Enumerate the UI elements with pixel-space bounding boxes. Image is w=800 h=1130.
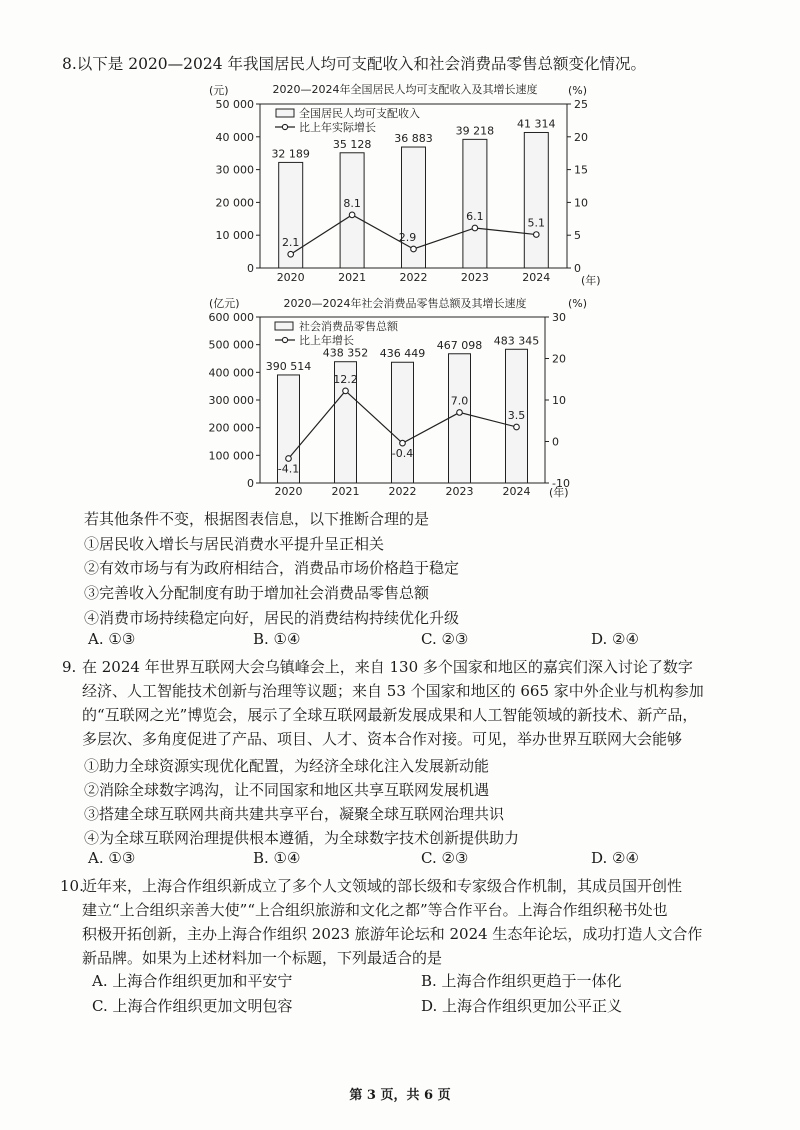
- bar-value-label: 32 189: [271, 147, 310, 161]
- bar-value-label: 39 218: [455, 124, 495, 138]
- q8-stem: [62, 52, 646, 74]
- growth-point-2022: [411, 246, 417, 252]
- right-tick-label: 10: [552, 394, 566, 407]
- q9-number: 9.: [62, 658, 77, 676]
- growth-point-2024: [514, 424, 520, 430]
- x-tick-label: 2020: [276, 271, 305, 284]
- right-tick-label: 20: [552, 352, 566, 366]
- q10-line-4: 新品牌。如果为上述材料加一个标题，下列最适合的是: [82, 949, 443, 967]
- growth-point-2022: [400, 440, 406, 446]
- bar-value-label: 390 514: [265, 359, 312, 373]
- legend-bar-label: 全国居民人均可支配收入: [299, 107, 420, 120]
- left-tick-label: 50 000: [215, 98, 254, 111]
- growth-value-label: -0.4: [391, 447, 414, 461]
- growth-value-label: 8.1: [343, 196, 361, 210]
- growth-value-label: 12.2: [333, 372, 358, 386]
- growth-value-label: 6.1: [466, 209, 484, 223]
- retail-chart: [205, 295, 625, 500]
- right-tick-label: 30: [552, 311, 566, 324]
- left-tick-label: 400 000: [208, 366, 254, 380]
- q10-option-c[interactable]: C. 上海合作组织更加文明包容: [92, 997, 293, 1015]
- x-tick-label: 2024: [502, 485, 531, 498]
- right-tick-label: 10: [574, 196, 588, 210]
- growth-point-2023: [472, 225, 478, 231]
- legend-bar-swatch: [275, 322, 293, 330]
- right-axis-unit: (%): [568, 297, 588, 310]
- bar-value-label: 438 352: [322, 346, 369, 360]
- q9-option-b[interactable]: B. ①④: [253, 849, 301, 867]
- q8-statement-2: ②有效市场与有为政府相结合，消费品市场价格趋于稳定: [84, 559, 460, 577]
- q9-option-c[interactable]: C. ②③: [421, 849, 469, 867]
- x-tick-label: 2020: [274, 485, 303, 498]
- left-axis-unit: (元): [209, 84, 229, 97]
- income-chart: [205, 80, 625, 290]
- right-tick-label: 15: [574, 163, 588, 177]
- q10-option-d[interactable]: D. 上海合作组织更加公平正义: [421, 997, 623, 1015]
- right-axis-unit: (%): [568, 84, 588, 97]
- right-tick-label: 5: [574, 229, 581, 243]
- q8-statement-4: ④消费市场持续稳定向好，居民的消费结构持续优化升级: [84, 609, 460, 627]
- growth-value-label: 3.5: [507, 408, 526, 422]
- q8-option-d[interactable]: D. ②④: [591, 630, 639, 648]
- x-tick-label: 2022: [399, 271, 428, 284]
- q8-option-c[interactable]: C. ②③: [421, 630, 469, 648]
- q8-number: 8.: [62, 55, 77, 73]
- bar-value-label: 436 449: [379, 347, 426, 361]
- q9-statement-2: ②消除全球数字鸿沟，让不同国家和地区共享互联网发展机遇: [84, 781, 490, 799]
- q10-line-2: 建立“上合组织亲善大使”“上合组织旅游和文化之都”等合作平台。上海合作组织秘书处也: [82, 901, 668, 919]
- legend-line-marker: [282, 337, 287, 342]
- x-tick-label: 2023: [445, 485, 474, 498]
- q8-statement-1: ①居民收入增长与居民消费水平提升呈正相关: [84, 535, 385, 553]
- left-tick-label: 0: [247, 262, 254, 275]
- q9-statement-3: ③搭建全球互联网共商共建共享平台，凝聚全球互联网治理共识: [84, 805, 505, 823]
- q8-stem-text: 以下是 2020—2024 年我国居民人均可支配收入和社会消费品零售总额变化情况。: [76, 55, 647, 73]
- growth-point-2020: [286, 456, 292, 462]
- x-tick-label: 2021: [338, 271, 367, 284]
- q10-option-a[interactable]: A. 上海合作组织更加和平安宁: [92, 972, 293, 990]
- q8-option-a[interactable]: A. ①③: [88, 630, 136, 648]
- growth-value-label: 5.1: [527, 216, 546, 230]
- growth-point-2021: [349, 212, 355, 218]
- q10-number: 10.: [60, 877, 84, 895]
- q9-passage: [82, 655, 732, 751]
- q9-line-3: 的“互联网之光”博览会，展示了全球互联网最新发展成果和人工智能领域的新技术、新产品，: [82, 706, 698, 724]
- q10-passage: [82, 874, 732, 970]
- right-tick-label: 20: [574, 130, 588, 144]
- bar-2024: [524, 132, 548, 268]
- q9-option-a[interactable]: A. ①③: [88, 849, 136, 867]
- q10-line-3: 积极开拓创新，主办上海合作组织 2023 旅游年论坛和 2024 生态年论坛，成功打造人文合作: [82, 925, 703, 943]
- chart-title: 2020—2024年全国居民人均可支配收入及其增长速度: [272, 83, 538, 96]
- legend-line-marker: [282, 124, 287, 129]
- left-tick-label: 500 000: [208, 338, 254, 352]
- bar-2023: [463, 139, 487, 268]
- left-tick-label: 100 000: [208, 449, 254, 463]
- q9-line-4: 多层次、多角度促进了产品、项目、人才、资本合作对接。可见，举办世界互联网大会能够: [82, 730, 683, 748]
- growth-value-label: -4.1: [277, 462, 300, 476]
- page-footer: 第 3 页，共 6 页: [349, 1088, 451, 1103]
- growth-point-2024: [534, 232, 540, 238]
- bar-2023: [449, 354, 471, 483]
- x-axis-unit: (年): [581, 274, 601, 287]
- right-tick-label: 25: [574, 98, 588, 111]
- x-tick-label: 2024: [522, 271, 551, 284]
- right-tick-label: 0: [552, 435, 559, 449]
- left-tick-label: 200 000: [208, 421, 254, 435]
- growth-point-2023: [457, 410, 463, 416]
- q8-statement-3: ③完善收入分配制度有助于增加社会消费品零售总额: [84, 584, 430, 602]
- left-tick-label: 20 000: [215, 196, 254, 210]
- left-tick-label: 300 000: [208, 394, 254, 407]
- bar-value-label: 36 883: [394, 132, 433, 146]
- left-tick-label: 0: [247, 477, 254, 490]
- bar-2022: [392, 362, 414, 483]
- q8-option-b[interactable]: B. ①④: [253, 630, 301, 648]
- q9-line-1: 在 2024 年世界互联网大会乌镇峰会上，来自 130 多个国家和地区的嘉宾们深入讨论了数字: [82, 658, 693, 676]
- q9-statement-4: ④为全球互联网治理提供根本遵循，为全球数字技术创新提供助力: [84, 829, 520, 847]
- x-axis-unit: (年): [549, 486, 569, 499]
- bar-value-label: 35 128: [332, 137, 372, 151]
- q10-option-b[interactable]: B. 上海合作组织更趋于一体化: [421, 972, 622, 990]
- bar-value-label: 41 314: [517, 117, 556, 131]
- left-tick-label: 30 000: [215, 163, 254, 177]
- bar-value-label: 467 098: [436, 338, 483, 352]
- growth-point-2020: [288, 251, 294, 257]
- q8-question: 若其他条件不变，根据图表信息，以下推断合理的是: [84, 510, 430, 528]
- x-tick-label: 2023: [460, 271, 489, 284]
- legend-line-label: 比上年实际增长: [299, 121, 376, 134]
- q9-statement-1: ①助力全球资源实现优化配置，为经济全球化注入发展新动能: [84, 757, 490, 775]
- q9-line-2: 经济、人工智能技术创新与治理等议题；来自 53 个国家和地区的 665 家中外企业与机构参加: [82, 682, 704, 700]
- growth-value-label: 2.9: [398, 230, 417, 244]
- right-tick-label: 0: [574, 262, 581, 275]
- growth-point-2021: [343, 388, 349, 394]
- bar-2021: [340, 153, 364, 268]
- q10-line-1: 近年来，上海合作组织新成立了多个人文领域的部长级和专家级合作机制，其成员国开创性: [82, 877, 683, 895]
- x-tick-label: 2021: [331, 485, 360, 498]
- left-tick-label: 10 000: [215, 229, 254, 243]
- left-axis-unit: (亿元): [209, 297, 240, 310]
- bar-value-label: 483 345: [493, 334, 540, 348]
- x-tick-label: 2022: [388, 485, 417, 498]
- left-tick-label: 600 000: [208, 311, 254, 324]
- legend-bar-swatch: [276, 109, 294, 117]
- growth-value-label: 2.1: [281, 236, 300, 250]
- legend-line-label: 比上年增长: [299, 334, 354, 347]
- legend-bar-label: 社会消费品零售总额: [299, 320, 398, 333]
- growth-value-label: 7.0: [450, 394, 469, 408]
- chart-title: 2020—2024年社会消费品零售总额及其增长速度: [283, 297, 527, 310]
- q9-option-d[interactable]: D. ②④: [591, 849, 639, 867]
- left-tick-label: 40 000: [215, 130, 254, 144]
- right-tick-label: -10: [552, 477, 570, 490]
